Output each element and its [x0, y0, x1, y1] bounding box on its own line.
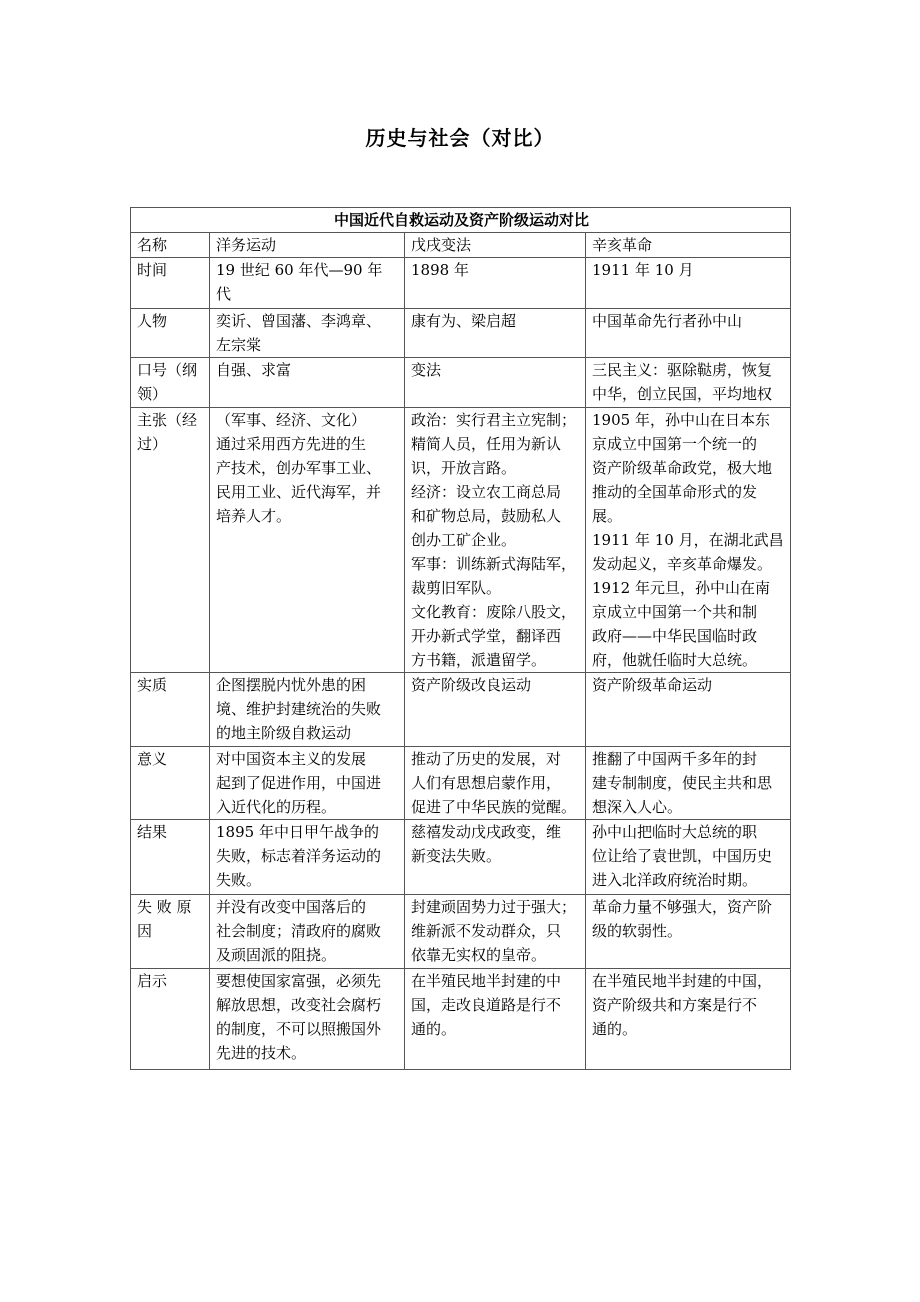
table-row [131, 233, 791, 258]
table-cell: 在半殖民地半封建的中 国，走改良道路是行不 通的。 [405, 969, 586, 1070]
page-title: 历史与社会（对比） [365, 126, 555, 150]
table-row [131, 673, 791, 747]
table-cell: 在半殖民地半封建的中国， 资产阶级共和方案是行不 通的。 [586, 969, 791, 1070]
row-label: 口号（纲 领） [131, 358, 210, 408]
row-label: 启示 [131, 969, 210, 1070]
table-cell: 对中国资本主义的发展 起到了促进作用，中国进 入近代化的历程。 [210, 747, 405, 820]
table-caption: 中国近代自救运动及资产阶级运动对比 [131, 208, 791, 233]
table-row [131, 820, 791, 895]
table-row [131, 309, 791, 358]
table-cell: 洋务运动 [210, 233, 405, 258]
table-cell: （军事、经济、文化） 通过采用西方先进的生 产技术，创办军事工业、 民用工业、近代海军，并 培养人才。 [210, 408, 405, 673]
table-cell: 革命力量不够强大，资产阶 级的软弱性。 [586, 895, 791, 969]
table-cell: 中国革命先行者孙中山 [586, 309, 791, 358]
table-cell: 1895 年中日甲午战争的 失败，标志着洋务运动的 失败。 [210, 820, 405, 895]
table-cell: 1911 年 10 月 [586, 258, 791, 309]
table-cell: 奕䜣、曾国藩、李鸿章、 左宗棠 [210, 309, 405, 358]
table-row [131, 258, 791, 309]
table-cell: 康有为、梁启超 [405, 309, 586, 358]
table-cell: 孙中山把临时大总统的职 位让给了袁世凯，中国历史 进入北洋政府统治时期。 [586, 820, 791, 895]
table-cell: 1905 年，孙中山在日本东 京成立中国第一个统一的 资产阶级革命政党，极大地 推动的全国革命形式的发 展。 1911 年 10 月，在湖北武昌 发动起义，辛亥革命爆发。 1912 年元旦，孙中山在南 京成立中国第一个共和制 政府——中华民国临时政 府，他就任临时大总统。 [586, 408, 791, 673]
row-label: 名称 [131, 233, 210, 258]
table-row [131, 408, 791, 673]
table-row [131, 747, 791, 820]
table-cell: 资产阶级改良运动 [405, 673, 586, 747]
table-row [131, 969, 791, 1070]
table-cell: 资产阶级革命运动 [586, 673, 791, 747]
table-cell: 变法 [405, 358, 586, 408]
row-label: 失 败 原 因 [131, 895, 210, 969]
table-cell: 推动了历史的发展，对 人们有思想启蒙作用， 促进了中华民族的觉醒。 [405, 747, 586, 820]
row-label: 人物 [131, 309, 210, 358]
table-cell: 戊戌变法 [405, 233, 586, 258]
row-label: 实质 [131, 673, 210, 747]
table-row [131, 358, 791, 408]
table-cell: 慈禧发动戊戌政变，维 新变法失败。 [405, 820, 586, 895]
table-cell: 辛亥革命 [586, 233, 791, 258]
table-cell: 封建顽固势力过于强大； 维新派不发动群众，只 依靠无实权的皇帝。 [405, 895, 586, 969]
table-cell: 自强、求富 [210, 358, 405, 408]
row-label: 意义 [131, 747, 210, 820]
table-cell: 1898 年 [405, 258, 586, 309]
table-cell: 企图摆脱内忧外患的困 境、维护封建统治的失败 的地主阶级自救运动 [210, 673, 405, 747]
table-caption-row [131, 208, 791, 233]
table-cell: 政治：实行君主立宪制； 精简人员，任用为新认 识，开放言路。 经济：设立农工商总局 和矿物总局，鼓励私人 创办工矿企业。 军事：训练新式海陆军， 裁剪旧军队。 文化教育：废除八股文， 开办新式学堂，翻译西 方书籍，派遣留学。 [405, 408, 586, 673]
row-label: 主张（经 过） [131, 408, 210, 673]
row-label: 时间 [131, 258, 210, 309]
table-cell: 并没有改变中国落后的 社会制度；清政府的腐败 及顽固派的阻挠。 [210, 895, 405, 969]
table-cell: 要想使国家富强，必须先 解放思想，改变社会腐朽 的制度，不可以照搬国外 先进的技术。 [210, 969, 405, 1070]
table-cell: 推翻了中国两千多年的封 建专制制度，使民主共和思 想深入人心。 [586, 747, 791, 820]
table-cell: 19 世纪 60 年代—90 年 代 [210, 258, 405, 309]
table-cell: 三民主义：驱除鞑虏，恢复 中华，创立民国，平均地权 [586, 358, 791, 408]
row-label: 结果 [131, 820, 210, 895]
table-row [131, 895, 791, 969]
comparison-table [130, 207, 791, 1070]
